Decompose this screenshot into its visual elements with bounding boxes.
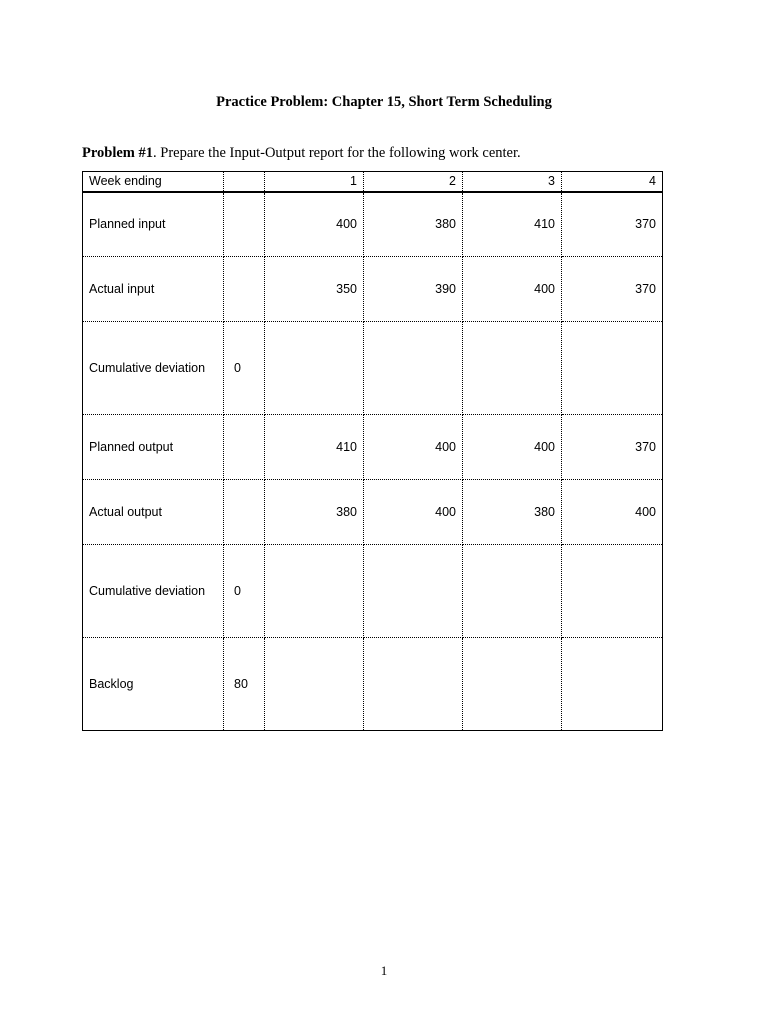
header-week-2: 2: [364, 172, 463, 192]
row-label: Actual output: [83, 480, 224, 545]
cell-week-1: [265, 322, 364, 415]
cell-week-2: 390: [364, 257, 463, 322]
cell-week-1: 410: [265, 415, 364, 480]
row-initial: [224, 480, 265, 545]
cell-week-3: 380: [463, 480, 562, 545]
row-initial: [224, 415, 265, 480]
table-row-planned-input: [83, 192, 663, 257]
cell-week-2: 400: [364, 415, 463, 480]
table-row-cumulative-deviation-input: [83, 322, 663, 415]
table-row-actual-input: [83, 257, 663, 322]
header-week-1: 1: [265, 172, 364, 192]
cell-week-2: 400: [364, 480, 463, 545]
header-initial: [224, 172, 265, 192]
cell-week-4: [562, 322, 663, 415]
cell-week-3: 400: [463, 415, 562, 480]
header-label: Week ending: [83, 172, 224, 192]
page-title: Practice Problem: Chapter 15, Short Term Scheduling: [216, 94, 552, 110]
problem-statement: [82, 145, 521, 162]
row-label: Cumulative deviation: [83, 545, 224, 638]
row-initial: 80: [224, 638, 265, 731]
cell-week-3: 400: [463, 257, 562, 322]
row-initial: 0: [224, 545, 265, 638]
cell-week-2: [364, 545, 463, 638]
cell-week-4: [562, 638, 663, 731]
cell-week-1: [265, 638, 364, 731]
cell-week-4: [562, 545, 663, 638]
cell-week-1: [265, 545, 364, 638]
problem-label: Problem #1: [82, 145, 154, 161]
cell-week-3: 410: [463, 192, 562, 257]
row-label: Planned output: [83, 415, 224, 480]
table-row-backlog: [83, 638, 663, 731]
table-header-row: [83, 172, 663, 192]
header-week-3: 3: [463, 172, 562, 192]
table-row-planned-output: [83, 415, 663, 480]
cell-week-3: [463, 322, 562, 415]
cell-week-4: 370: [562, 192, 663, 257]
cell-week-4: 370: [562, 415, 663, 480]
cell-week-1: 350: [265, 257, 364, 322]
input-output-report-table: [82, 171, 663, 731]
cell-week-4: 370: [562, 257, 663, 322]
row-label: Planned input: [83, 192, 224, 257]
cell-week-3: [463, 545, 562, 638]
cell-week-1: 380: [265, 480, 364, 545]
problem-text: . Prepare the Input-Output report for the following work center.: [153, 145, 521, 161]
cell-week-4: 400: [562, 480, 663, 545]
row-label: Cumulative deviation: [83, 322, 224, 415]
cell-week-2: [364, 638, 463, 731]
row-initial: [224, 257, 265, 322]
cell-week-3: [463, 638, 562, 731]
cell-week-2: 380: [364, 192, 463, 257]
page-number: 1: [380, 963, 388, 978]
cell-week-2: [364, 322, 463, 415]
row-label: Backlog: [83, 638, 224, 731]
table-row-actual-output: [83, 480, 663, 545]
header-week-4: 4: [562, 172, 663, 192]
row-initial: 0: [224, 322, 265, 415]
cell-week-1: 400: [265, 192, 364, 257]
table-row-cumulative-deviation-output: [83, 545, 663, 638]
row-label: Actual input: [83, 257, 224, 322]
row-initial: [224, 192, 265, 257]
